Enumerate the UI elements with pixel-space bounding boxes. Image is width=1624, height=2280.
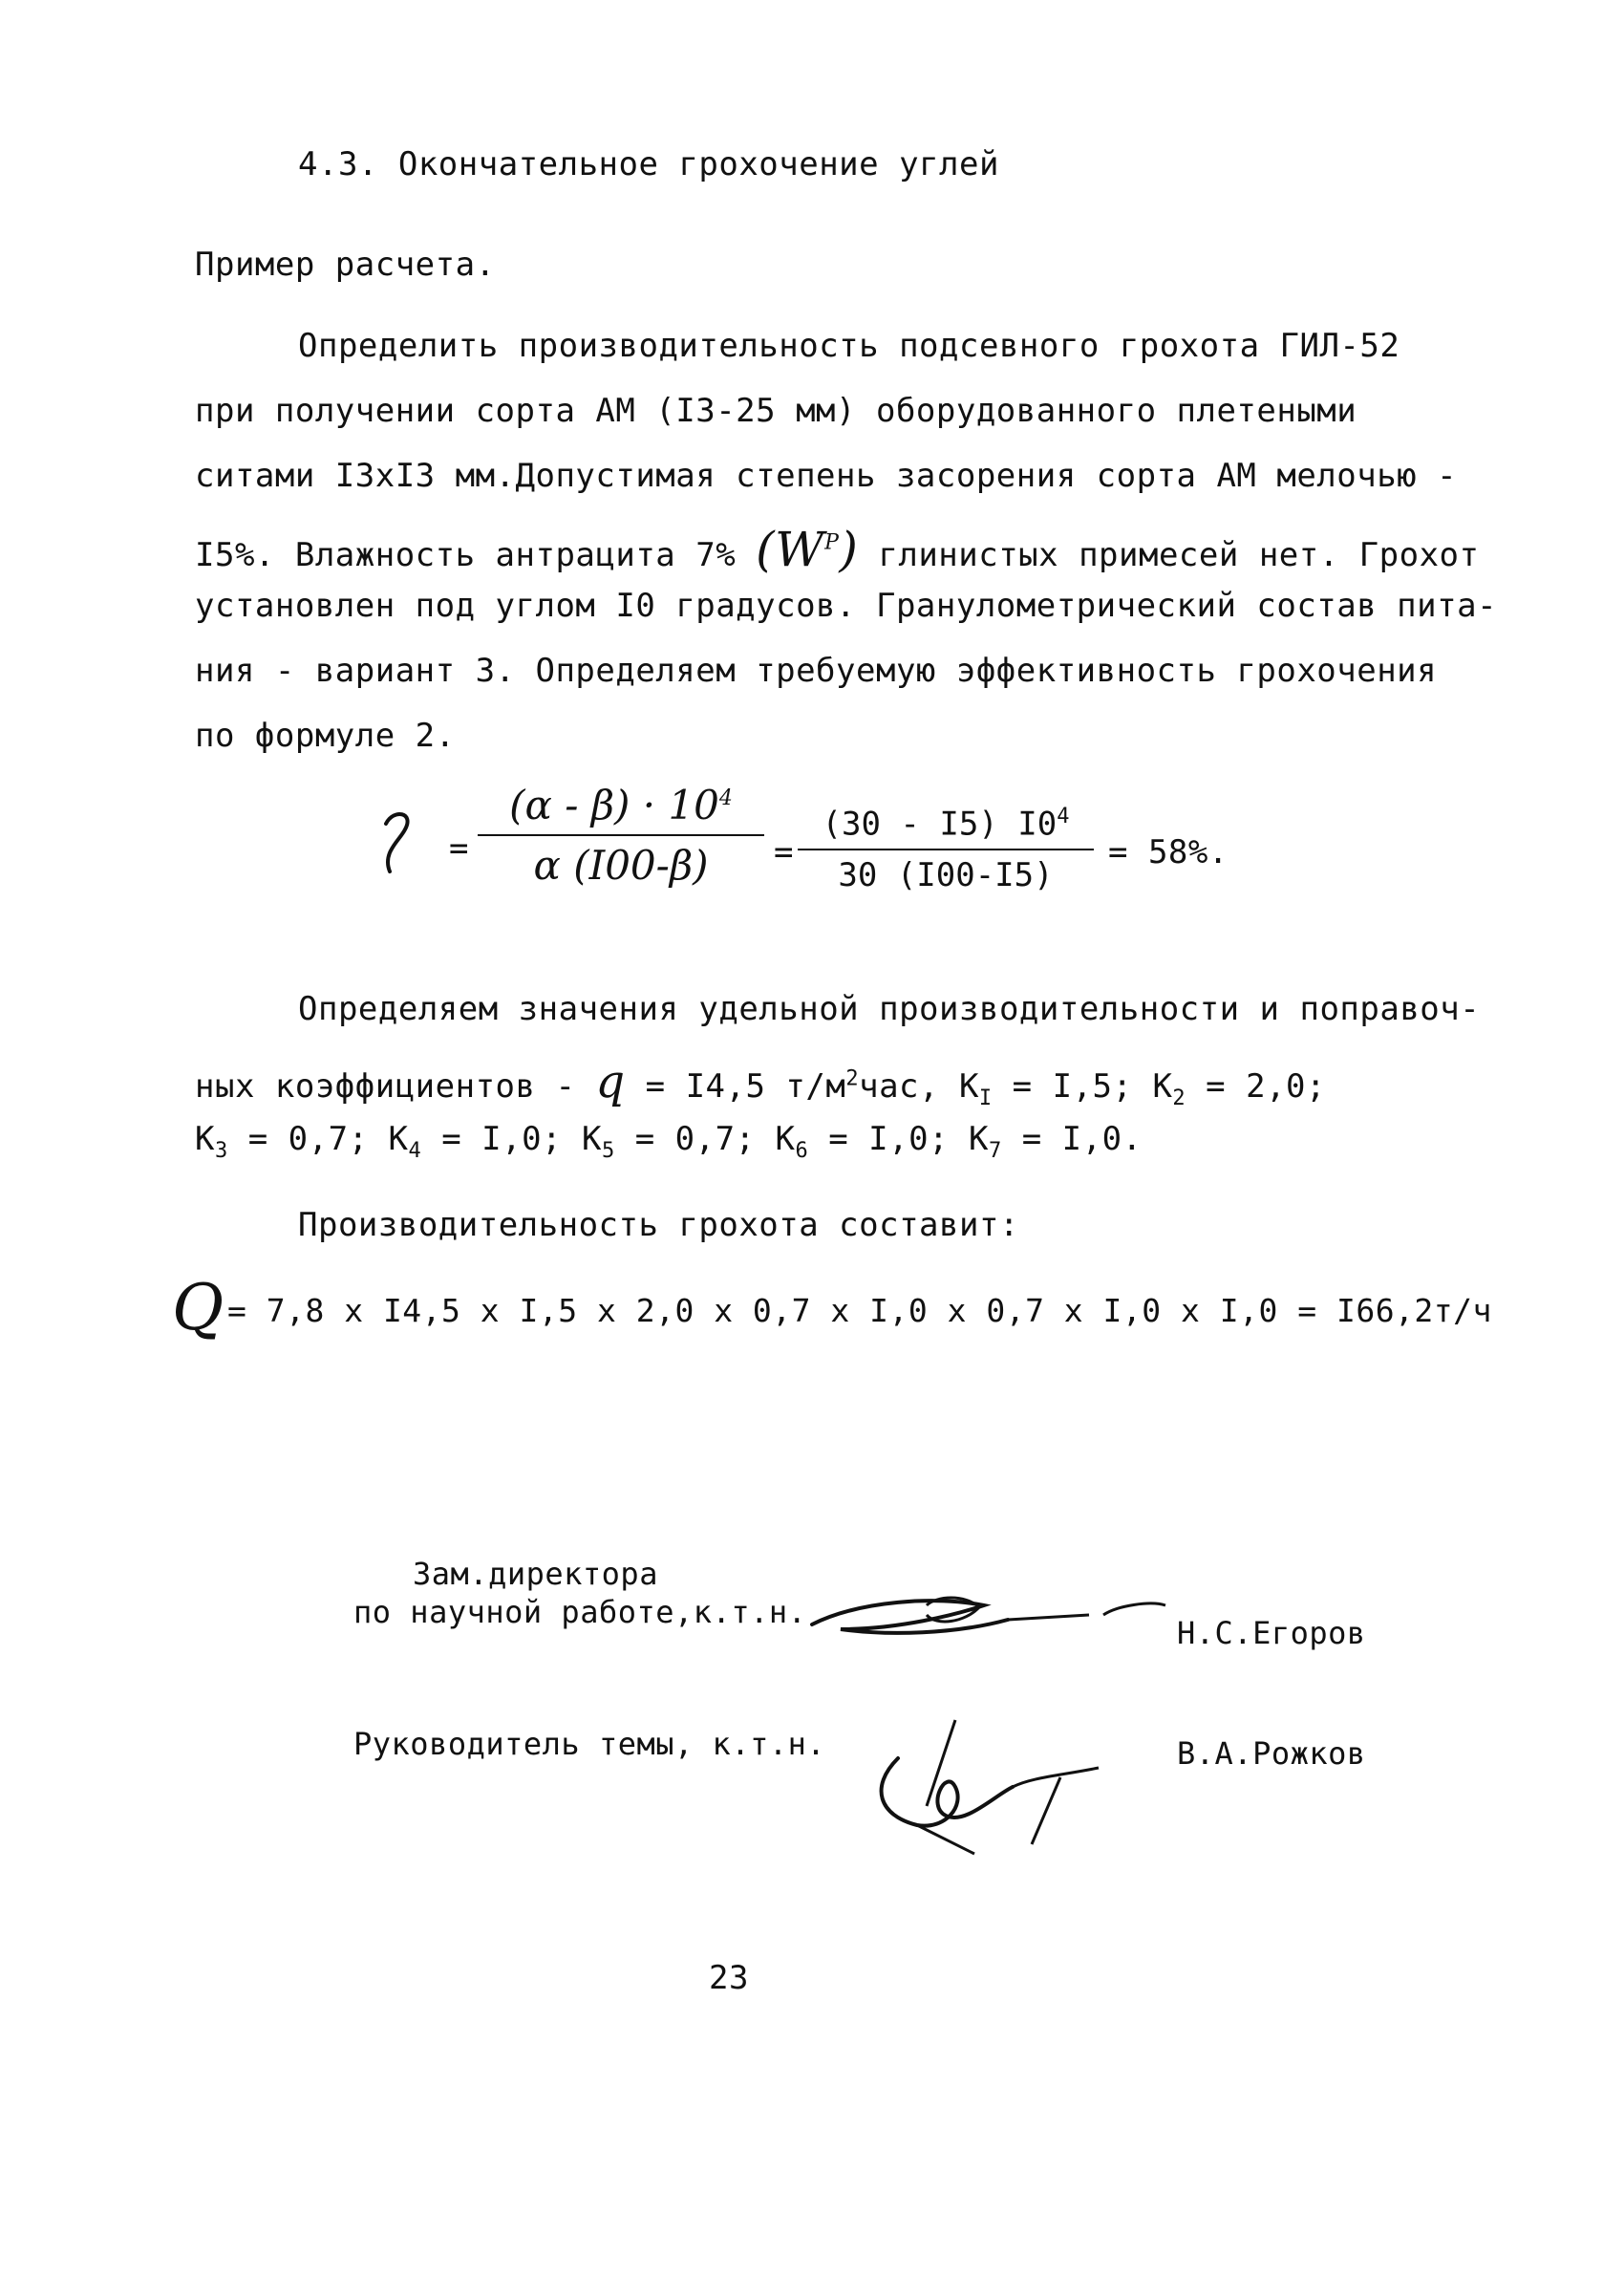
paragraph-2-line-1: Определяем значения удельной производительности и поправоч- bbox=[298, 990, 1481, 1028]
formula-1-eq-2: = bbox=[774, 833, 794, 871]
formula-1-result: = 58%. bbox=[1108, 833, 1229, 871]
capacity-symbol: Q bbox=[172, 1271, 224, 1344]
capacity-formula-rhs: = 7,8 x I4,5 x I,5 x 2,0 x 0,7 x I,0 x 0,7 x I,0 x I,0 = I66,2т/ч bbox=[227, 1292, 1492, 1329]
paragraph-1-line-3: ситами I3xI3 мм.Допустимая степень засорения сорта АМ мелочью - bbox=[195, 457, 1458, 495]
section-title: 4.3. Окончательное грохочение углей bbox=[298, 145, 999, 183]
example-heading: Пример расчета. bbox=[195, 246, 496, 284]
page-number: 23 bbox=[709, 1959, 749, 1997]
paragraph-2-line-3: $K_3 = 0,7$; $K_4 = I,0$; $K_5 = 0,7$; $K_6 = I,0$; $K_7 = I,0$. bbox=[195, 1120, 1143, 1163]
paragraph-1-line-5: установлен под углом I0 градусов. Гранулометрический состав пита- bbox=[195, 587, 1498, 625]
paragraph-1-line-4a: I5%. Влажность антрацита 7% bbox=[195, 536, 737, 574]
paragraph-1-line-4b: глинистых примесей нет. Грохот bbox=[878, 536, 1480, 574]
formula-1-numeric-fraction: $\frac{(30 - I5) I0^4}{30 (I00-I5)}$ bbox=[798, 805, 1094, 894]
head-name: В.А.Рожков bbox=[1177, 1735, 1366, 1772]
formula-1-hand-fraction: $\frac{(\alpha - \beta) \cdot 10^4}{\alpha (I00-\beta)}$ bbox=[478, 782, 764, 889]
deputy-title-line-2: по научной работе,к.т.н. bbox=[353, 1594, 807, 1630]
efficiency-symbol bbox=[373, 805, 420, 881]
deputy-title-line-1: Зам.директора bbox=[413, 1556, 658, 1592]
paragraph-3-line-1: Производительность грохота составит: bbox=[298, 1206, 1019, 1244]
paragraph-1-line-4 bbox=[195, 522, 1479, 577]
paragraph-2-line-2: ных коэффициентов - q = I4,5 $т/м^2час$, $K_I = I,5$; $K_2 = 2,0$; bbox=[195, 1055, 1326, 1110]
deputy-name: Н.С.Егоров bbox=[1177, 1615, 1366, 1651]
deputy-signature bbox=[783, 1577, 1185, 1663]
head-signature bbox=[841, 1691, 1127, 1863]
paragraph-1-line-6: ния - вариант 3. Определяем требуемую эффективность грохочения bbox=[195, 652, 1438, 690]
paragraph-1-line-1: Определить производительность подсевного грохота ГИЛ-52 bbox=[298, 327, 1400, 365]
specific-capacity-symbol: q bbox=[595, 1055, 626, 1108]
head-title: Руководитель темы, к.т.н. bbox=[353, 1726, 826, 1762]
formula-1-eq-1: = bbox=[449, 829, 469, 868]
moisture-symbol: $(W^P)$ bbox=[756, 522, 859, 577]
paragraph-1-line-2: при получении сорта АМ (I3-25 мм) оборудованного плетеными bbox=[195, 392, 1357, 430]
paragraph-1-line-7: по формуле 2. bbox=[195, 717, 456, 755]
